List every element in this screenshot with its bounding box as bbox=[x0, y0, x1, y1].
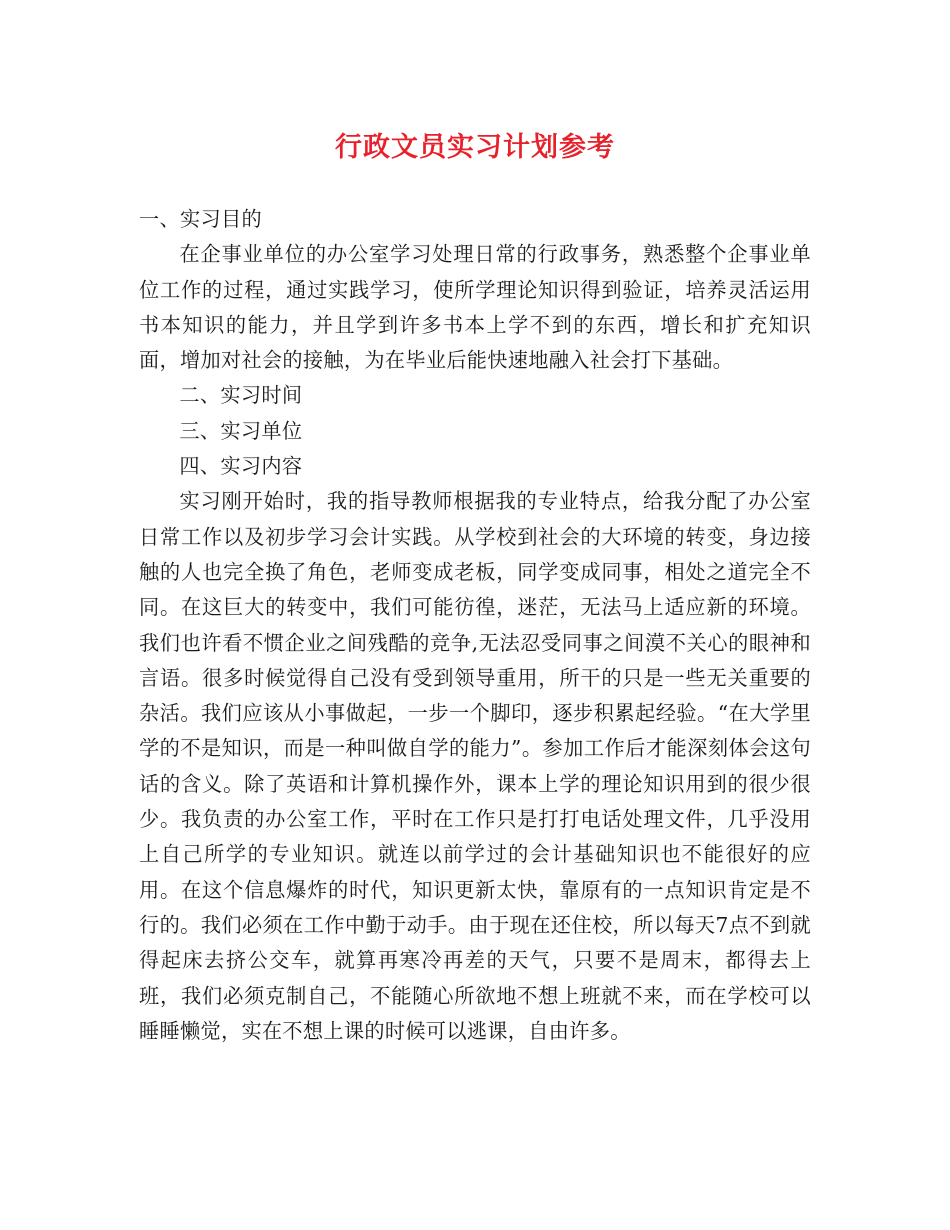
paragraph-content: 实习刚开始时，我的指导教师根据我的专业特点，给我分配了办公室日常工作以及初步学习会计实践。从学校到社会的大环境的转变，身边接触的人也完全换了角色，老师变成老板，同学变成同事，相处之道完全不同。在这巨大的转变中，我们可能彷徨，迷茫，无法马上适应新的环境。我们也许看不惯企业之间残酷的竞争,无法忍受同事之间漠不关心的眼神和言语。很多时候觉得自己没有受到领导重用，所干的只是一些无关重要的杂活。我们应该从小事做起，一步一个脚印，逐步积累起经验。“在大学里学的不是知识，而是一种叫做自学的能力”。参加工作后才能深刻体会这句话的含义。除了英语和计算机操作外，课本上学的理论知识用到的很少很少。我负责的办公室工作，平时在工作只是打打电话处理文件，几乎没用上自己所学的专业知识。就连以前学过的会计基础知识也不能很好的应用。在这个信息爆炸的时代，知识更新太快，靠原有的一点知识肯定是不行的。我们必须在工作中勤于动手。由于现在还住校，所以每天7点不到就得起床去挤公交车，就算再寒冷再差的天气，只要不是周末，都得去上班，我们必须克制自己，不能随心所欲地不想上班就不来，而在学校可以睡睡懒觉，实在不想上课的时候可以逃课，自由许多。 bbox=[139, 489, 811, 1043]
section-heading-unit: 三、实习单位 bbox=[179, 418, 303, 443]
section-heading-time: 二、实习时间 bbox=[179, 383, 303, 408]
paragraph-purpose: 在企事业单位的办公室学习处理日常的行政事务，熟悉整个企事业单位工作的过程，通过实践学习，使所学理论知识得到验证，培养灵活运用书本知识的能力，并且学到许多书本上学不到的东西，增长和扩充知识面，增加对社会的接触，为在毕业后能快速地融入社会打下基础。 bbox=[139, 242, 811, 373]
document-body bbox=[139, 202, 811, 1049]
section-heading-purpose: 一、实习目的 bbox=[139, 207, 262, 231]
section-heading-content: 四、实习内容 bbox=[179, 454, 303, 479]
document-title: 行政文员实习计划参考 bbox=[335, 132, 615, 163]
